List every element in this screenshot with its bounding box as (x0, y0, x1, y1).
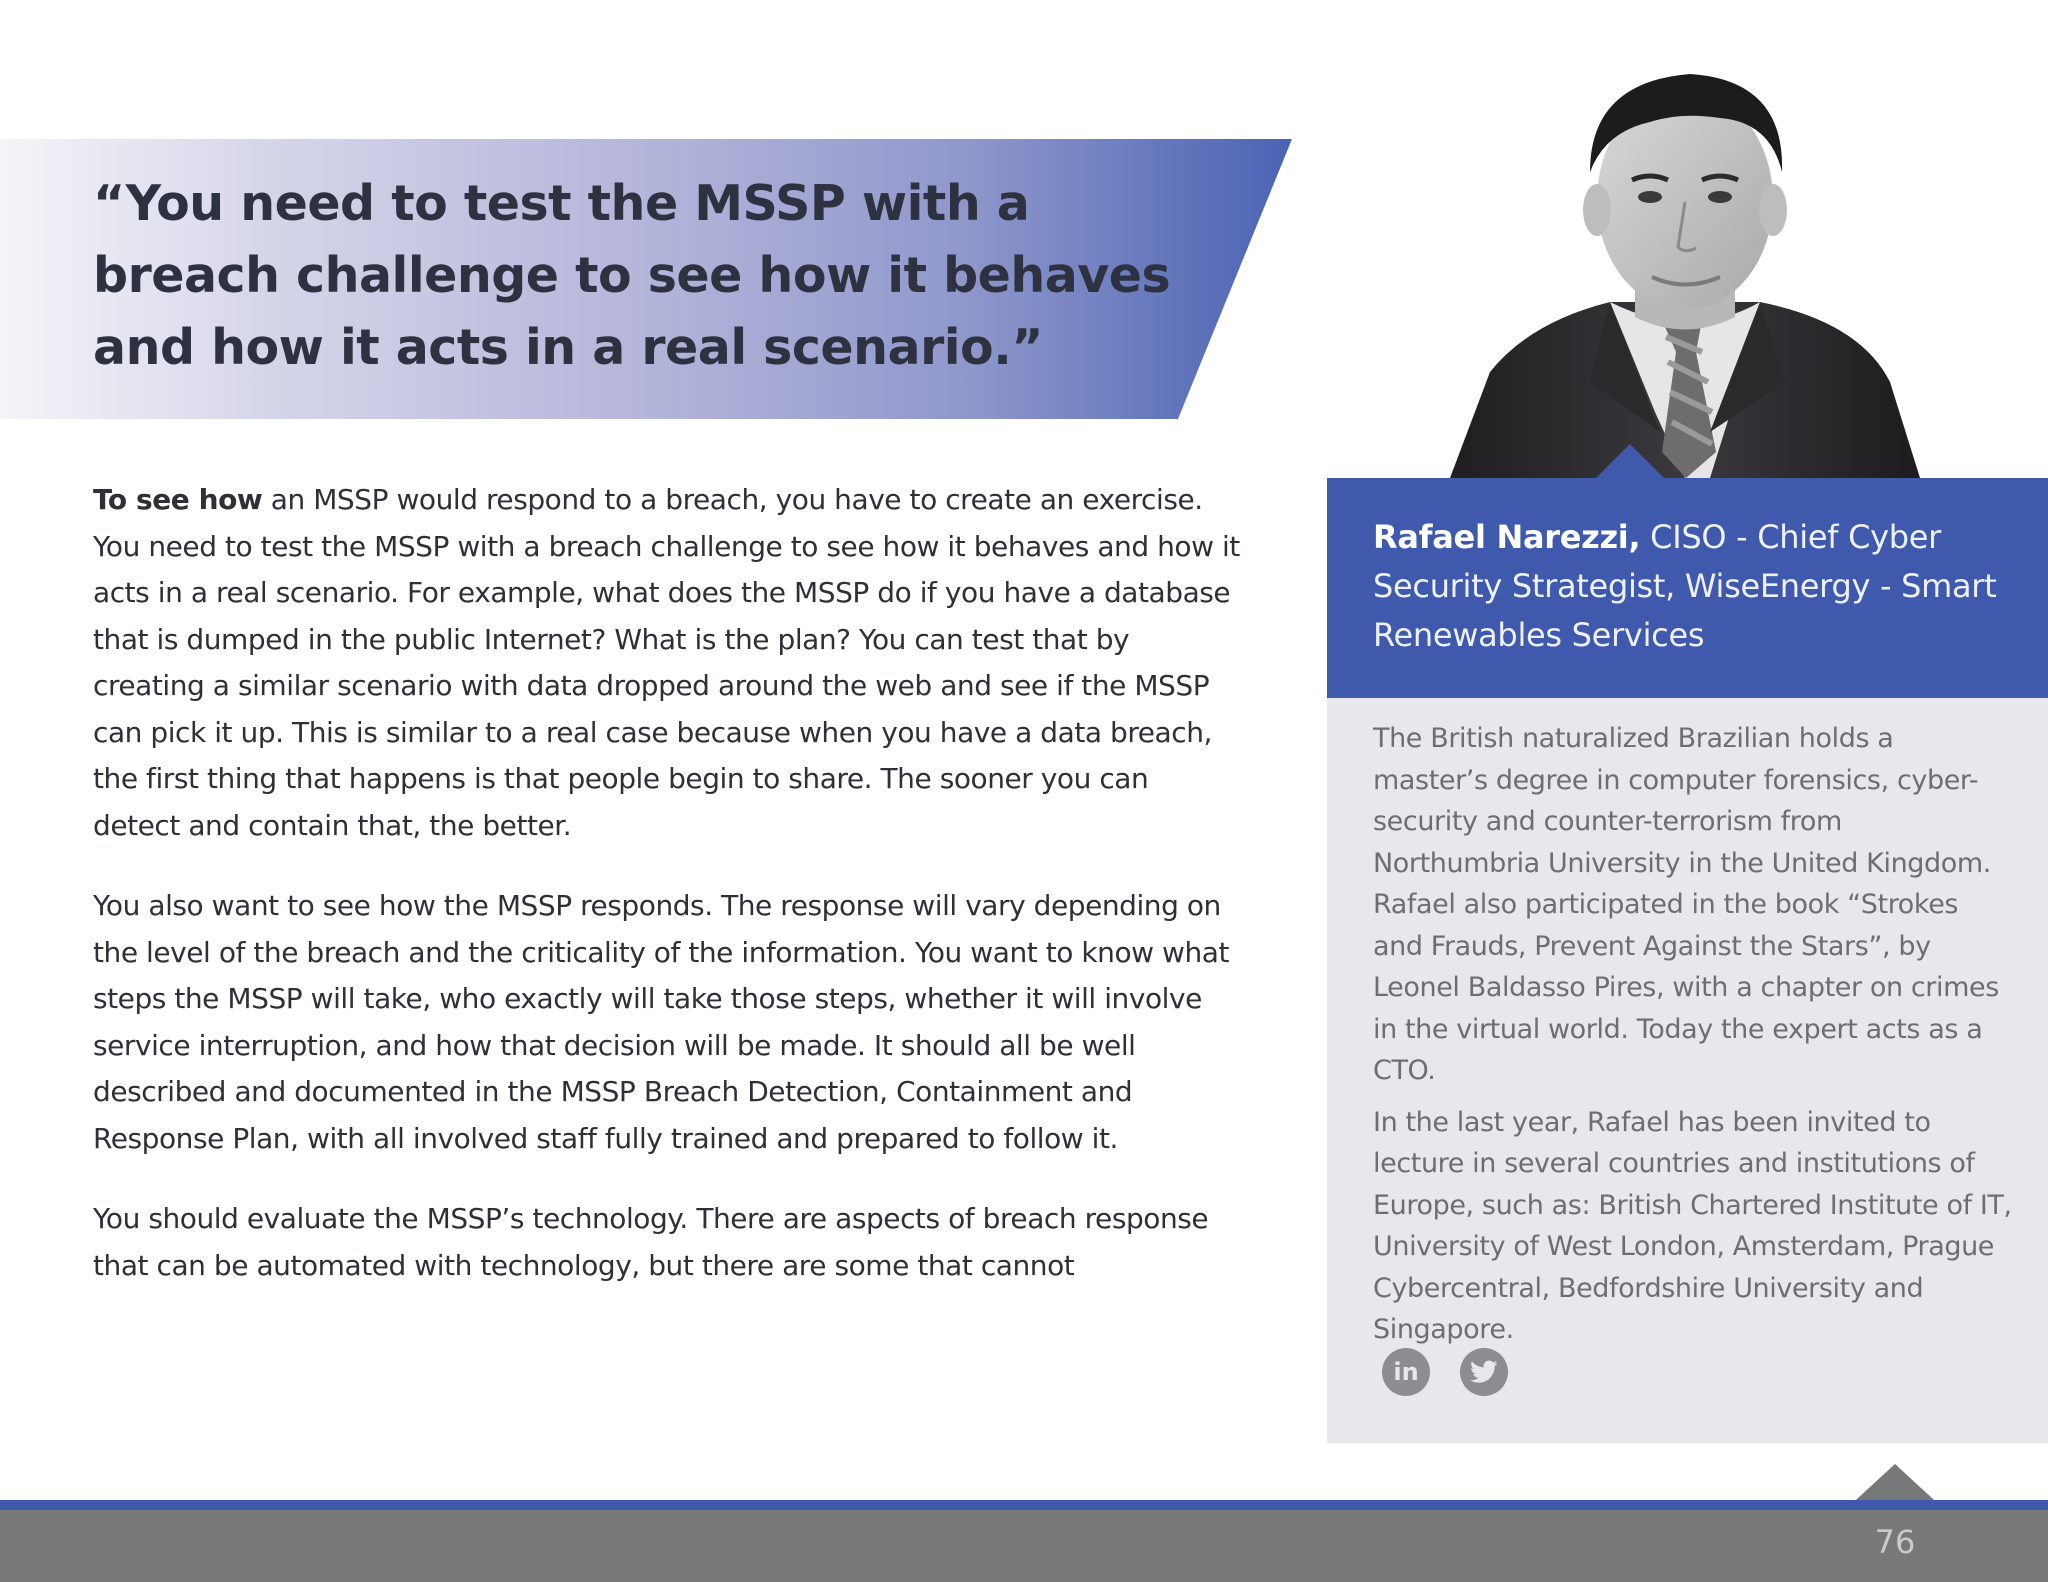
paragraph-1 (93, 477, 1243, 849)
profile-pointer (1596, 444, 1664, 478)
twitter-bird-icon (1470, 1360, 1498, 1384)
paragraph-2: You also want to see how the MSSP responds. The response will vary depending on the level of the breach and the criticality of the information. You want to know what steps the MSSP will take, who exactly will take those steps, whether it will involve service interruption, and how that decision will be made. It should all be well described and documented in the MSSP Breach Detection, Containment and Response Plan, with all involved staff fully trained and prepared to follow it. (93, 889, 1230, 1155)
bio-paragraph-1: The British naturalized Brazilian holds a master’s degree in computer forensics, cyber-security and counter-terrorism from Northumbria University in the United Kingdom. Rafael also participated in the book “Strokes and Frauds, Prevent Against the Stars”, by Leonel Baldasso Pires, with a chapter on crimes in the virtual world. Today the expert acts as a CTO. (1373, 723, 1999, 1086)
linkedin-icon[interactable]: in (1382, 1348, 1430, 1396)
paragraph-lead: To see how (93, 483, 263, 516)
profile-name: Rafael Narezzi, (1373, 518, 1641, 556)
bio-paragraph-2: In the last year, Rafael has been invited to lecture in several countries and institutions of Europe, such as: British Chartered Institute of IT, University of West London, Amsterdam, Prague Cybercentral, Bedfordshire University and Singapore. (1373, 1106, 2012, 1345)
portrait-photo (1440, 52, 1930, 478)
footer-bar (0, 1510, 2048, 1582)
profile-title-block (1373, 513, 2013, 660)
footer-accent-line (0, 1500, 2048, 1510)
paragraph-3: You should evaluate the MSSP’s technology. There are aspects of breach response that can be automated with technology, but there are some that cannot (93, 1202, 1209, 1282)
pull-quote: “You need to test the MSSP with a breach challenge to see how it behaves and how it acts in a real scenario.” (93, 175, 1171, 376)
twitter-icon[interactable] (1460, 1348, 1508, 1396)
profile-bio (1373, 718, 2013, 1361)
page-number: 76 (1874, 1523, 1916, 1561)
paragraph-1-text: an MSSP would respond to a breach, you have to create an exercise. You need to test the MSSP with a breach challenge to see how it behaves and how it acts in a real scenario. For example, what does the MSSP do if you have a database that is dumped in the public Internet? What is the plan? You can test that by creating a similar scenario with data dropped around the web and see if the MSSP can pick it up. This is similar to a real case because when you have a data breach, the first thing that happens is that people begin to share. The sooner you can detect and contain that, the better. (93, 483, 1240, 842)
profile-role: CISO - Chief Cyber Security Strategist, WiseEnergy - Smart Renewables Services (1373, 518, 1997, 654)
article-body (93, 477, 1243, 1323)
